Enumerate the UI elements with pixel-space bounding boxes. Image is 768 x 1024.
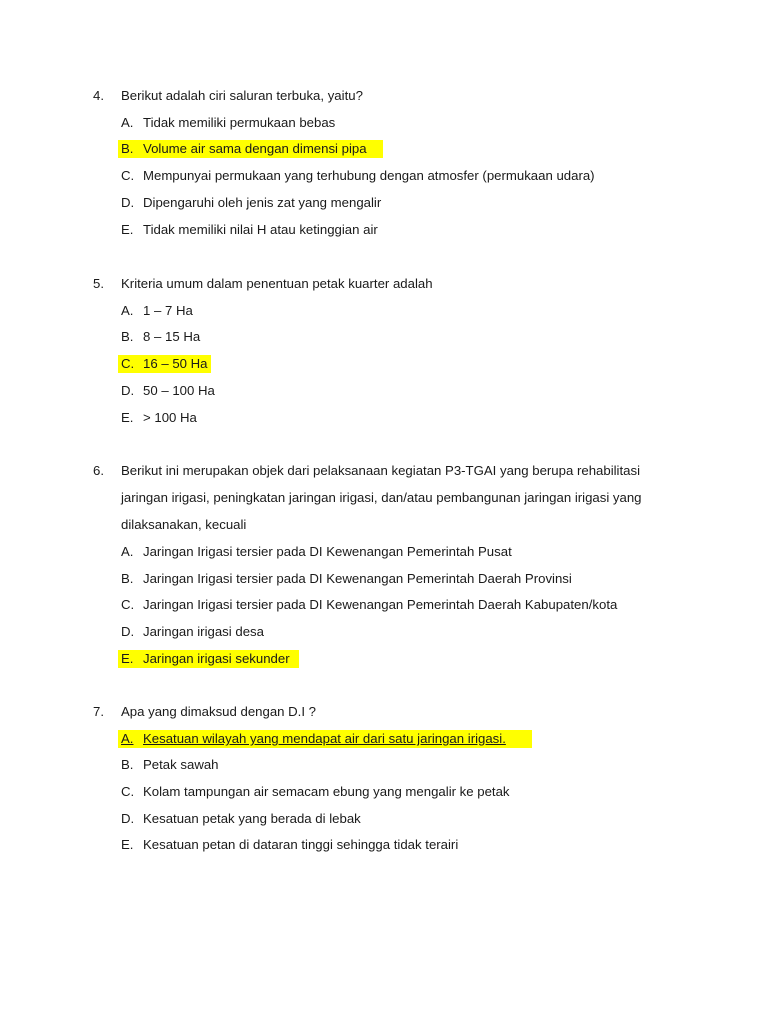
q4-option-c-text: Mempunyai permukaan yang terhubung dengan atmosfer (permukaan udara) — [143, 168, 595, 183]
q6-option-c-letter: C. — [121, 597, 135, 612]
q5-option-b-letter: B. — [121, 329, 134, 344]
question-6-text-line-1: Berikut ini merupakan objek dari pelaksanaan kegiatan P3-TGAI yang berupa rehabilitasi — [121, 463, 641, 478]
q7-option-b-letter: B. — [121, 757, 134, 772]
question-4-text: Berikut adalah ciri saluran terbuka, yaitu? — [121, 88, 363, 103]
q7-option-a-letter: A. — [121, 731, 134, 746]
question-6-number: 6. — [93, 463, 104, 478]
q5-option-d-text: 50 – 100 Ha — [143, 383, 215, 398]
q4-option-b-letter: B. — [121, 141, 134, 156]
q7-option-d-letter: D. — [121, 811, 135, 826]
question-4-number: 4. — [93, 88, 104, 103]
q4-option-e-text: Tidak memiliki nilai H atau ketinggian air — [143, 222, 378, 237]
q6-option-a-text: Jaringan Irigasi tersier pada DI Kewenangan Pemerintah Pusat — [143, 544, 512, 559]
q5-option-a-letter: A. — [121, 303, 134, 318]
question-5-text: Kriteria umum dalam penentuan petak kuarter adalah — [121, 276, 433, 291]
question-5-number: 5. — [93, 276, 104, 291]
question-7-text: Apa yang dimaksud dengan D.I ? — [121, 704, 317, 719]
q6-option-c-text: Jaringan Irigasi tersier pada DI Kewenangan Pemerintah Daerah Kabupaten/kota — [143, 597, 618, 612]
q6-option-e-letter: E. — [121, 651, 134, 666]
q7-option-e-text: Kesatuan petan di dataran tinggi sehingga tidak terairi — [143, 837, 459, 852]
q5-option-d-letter: D. — [121, 383, 135, 398]
q4-option-c-letter: C. — [121, 168, 135, 183]
q6-option-d-text: Jaringan irigasi desa — [143, 624, 264, 639]
q5-option-a-text: 1 – 7 Ha — [143, 303, 193, 318]
q7-option-c-text: Kolam tampungan air semacam ebung yang mengalir ke petak — [143, 784, 510, 799]
q4-option-a-letter: A. — [121, 115, 134, 130]
q7-option-a-text: Kesatuan wilayah yang mendapat air dari satu jaringan irigasi. — [143, 731, 506, 746]
q7-option-c-letter: C. — [121, 784, 135, 799]
q4-option-b-text: Volume air sama dengan dimensi pipa — [143, 141, 367, 156]
q4-option-a-text: Tidak memiliki permukaan bebas — [143, 115, 336, 130]
q5-option-e-text: > 100 Ha — [143, 410, 197, 425]
q6-option-b-letter: B. — [121, 571, 134, 586]
q4-option-d-text: Dipengaruhi oleh jenis zat yang mengalir — [143, 195, 382, 210]
q6-option-b-text: Jaringan Irigasi tersier pada DI Kewenangan Pemerintah Daerah Provinsi — [143, 571, 572, 586]
q5-option-b-text: 8 – 15 Ha — [143, 329, 201, 344]
q6-option-d-letter: D. — [121, 624, 135, 639]
q5-option-c-letter: C. — [121, 356, 135, 371]
q7-option-e-letter: E. — [121, 837, 134, 852]
q4-option-d-letter: D. — [121, 195, 135, 210]
q7-option-d-text: Kesatuan petak yang berada di lebak — [143, 811, 361, 826]
q6-option-e-text: Jaringan irigasi sekunder — [143, 651, 290, 666]
q6-option-a-letter: A. — [121, 544, 134, 559]
q5-option-c-text: 16 – 50 Ha — [143, 356, 208, 371]
question-7-number: 7. — [93, 704, 104, 719]
question-6-text-line-2: jaringan irigasi, peningkatan jaringan irigasi, dan/atau pembangunan jaringan irigasi yang — [121, 490, 642, 505]
q7-option-b-text: Petak sawah — [143, 757, 219, 772]
q4-option-e-letter: E. — [121, 222, 134, 237]
question-6-text-line-3: dilaksanakan, kecuali — [121, 517, 247, 532]
q5-option-e-letter: E. — [121, 410, 134, 425]
